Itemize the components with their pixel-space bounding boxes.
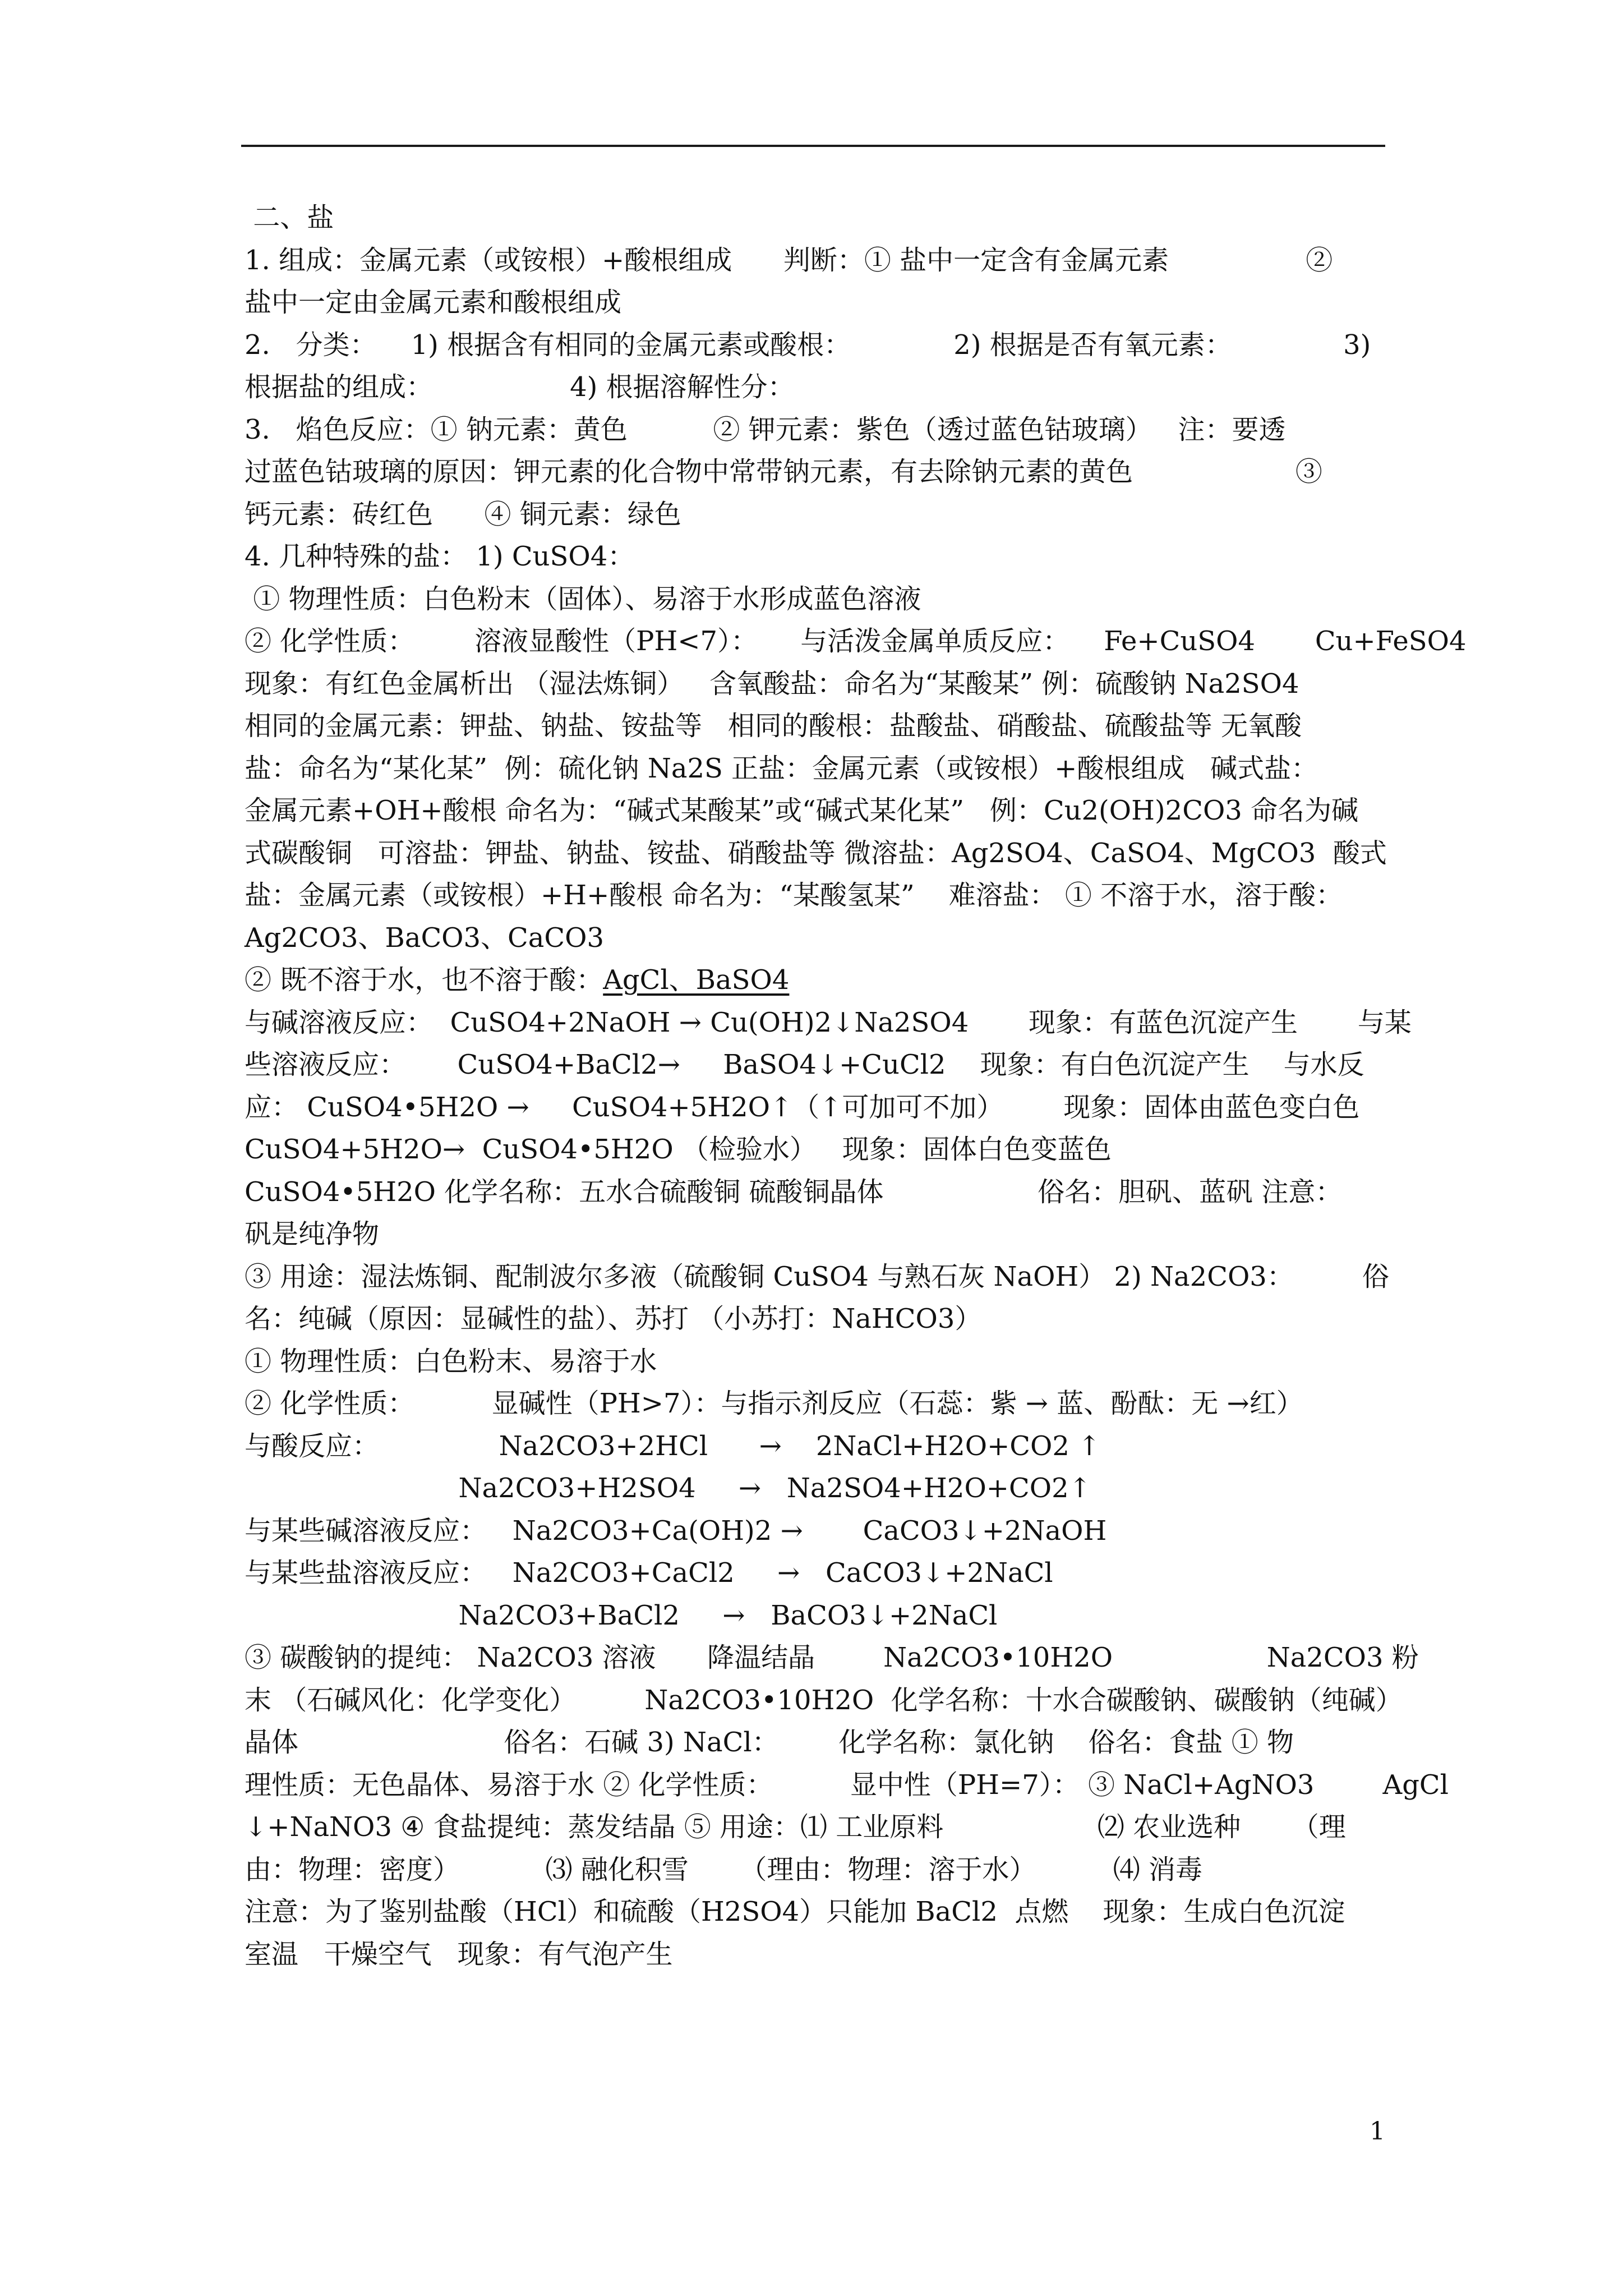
text-line (245, 370, 1534, 404)
underlined-text: AgCl、BaSO4 (603, 964, 790, 996)
text-line (245, 836, 1534, 870)
text-line (245, 667, 1534, 701)
text-line (245, 1217, 1534, 1251)
text-line (245, 794, 1534, 827)
text-line-content: 末 （石碱风化：化学变化） Na2CO3•10H2O 化学名称：十水合碳酸钠、碳酸钠（纯碱） (245, 1684, 1403, 1716)
text-line (245, 1429, 1534, 1463)
text-line (245, 709, 1534, 743)
text-line-content: 盐中一定由金属元素和酸根组成 (245, 287, 622, 318)
text-line-content: 盐：金属元素（或铵根）+H+酸根 命名为：“某酸氢某” 难溶盐： ① 不溶于水，溶于酸： (245, 880, 1343, 911)
text-line (245, 1091, 1534, 1124)
text-line-content: 钙元素：砖红色 ④ 铜元素：绿色 (245, 498, 681, 530)
text-line (245, 1599, 1534, 1632)
text-line-content: 与某些盐溶液反应： Na2CO3+CaCl2 → CaCO3↓+2NaCl (245, 1557, 1053, 1589)
text-line (245, 1345, 1534, 1378)
text-line (245, 878, 1534, 912)
text-line (245, 1895, 1534, 1929)
page-number: 1 (1370, 2117, 1385, 2146)
text-line (245, 1471, 1534, 1505)
text-line (245, 201, 1534, 234)
text-line (245, 1810, 1534, 1844)
text-line (245, 1387, 1534, 1420)
text-line-content: ① 物理性质：白色粉末、易溶于水 (245, 1345, 657, 1377)
text-line (245, 1514, 1534, 1548)
text-line (245, 413, 1534, 447)
text-line (245, 286, 1534, 319)
text-line (245, 1726, 1534, 1759)
text-line (245, 1302, 1534, 1336)
text-line (245, 752, 1534, 785)
text-line (245, 1048, 1534, 1082)
text-line (245, 328, 1534, 362)
text-line-content: 些溶液反应： CuSO4+BaCl2→ BaSO4↓+CuCl2 现象：有白色沉淀产生 与水反 (245, 1049, 1364, 1080)
text-line-content: 过蓝色钴玻璃的原因：钾元素的化合物中常带钠元素，有去除钠元素的黄色 ③ (245, 456, 1322, 487)
text-line-content: 盐：命名为“某化某” 例：硫化钠 Na2S 正盐：金属元素（或铵根）+酸根组成 碱式盐： (245, 752, 1318, 784)
text-line (245, 1006, 1534, 1039)
text-line (245, 1260, 1534, 1294)
text-line (245, 455, 1534, 489)
text-line-content: 4. 几种特殊的盐： 1) CuSO4： (245, 541, 635, 572)
text-line-content: 晶体 俗名：石碱 3) NaCl： 化学名称：氯化钠 俗名：食盐 ① 物 (245, 1727, 1294, 1758)
text-line (245, 1683, 1534, 1717)
text-line-content: 2. 分类： 1) 根据含有相同的金属元素或酸根： 2) 根据是否有氧元素： 3) (245, 329, 1371, 361)
text-line-content: 根据盐的组成： 4) 根据溶解性分： (245, 371, 795, 403)
text-line (245, 921, 1534, 955)
text-line-content: ③ 用途：湿法炼铜、配制波尔多液（硫酸铜 CuSO4 与熟石灰 NaOH） 2) Na2CO3： 俗 (245, 1260, 1389, 1292)
text-line-content: ② 既不溶于水，也不溶于酸： (245, 964, 603, 996)
text-line-content: 应： CuSO4•5H2O → CuSO4+5H2O↑（↑可加可不加） 现象：固体由蓝色变白色 (245, 1091, 1360, 1123)
header-rule (241, 145, 1385, 147)
text-line (245, 624, 1534, 658)
text-line-content: Na2CO3+BaCl2 → BaCO3↓+2NaCl (245, 1599, 998, 1631)
text-line (245, 1133, 1534, 1166)
text-line (245, 963, 1534, 997)
text-line (245, 1853, 1534, 1887)
text-line-content: 与碱溶液反应： CuSO4+2NaOH → Cu(OH)2↓Na2SO4 现象：有蓝色沉淀产生 与某 (245, 1006, 1412, 1038)
text-line-content: 1. 组成：金属元素（或铵根）+酸根组成 判断：① 盐中一定含有金属元素 ② (245, 244, 1333, 276)
text-line-content: 理性质：无色晶体、易溶于水 ② 化学性质： 显中性（PH=7）： ③ NaCl+AgNO3 AgCl (245, 1769, 1449, 1801)
text-line (245, 1768, 1534, 1802)
text-line-content: 二、盐 (245, 202, 334, 233)
text-line-content: CuSO4•5H2O 化学名称：五水合硫酸铜 硫酸铜晶体 俗名：胆矾、蓝矾 注意： (245, 1176, 1343, 1208)
text-line-content: ↓+NaNO3 ④ 食盐提纯：蒸发结晶 ⑤ 用途：⑴ 工业原料 ⑵ 农业选种 （理 (245, 1811, 1346, 1843)
text-line (245, 540, 1534, 573)
text-line-content: 式碳酸铜 可溶盐：钾盐、钠盐、铵盐、硝酸盐等 微溶盐：Ag2SO4、CaSO4、MgCO3 酸式 (245, 837, 1387, 869)
text-line-content: 现象：有红色金属析出 （湿法炼铜） 含氧酸盐：命名为“某酸某” 例：硫酸钠 Na2SO4 (245, 668, 1299, 700)
text-line (245, 243, 1534, 277)
text-line-content: 与某些碱溶液反应： Na2CO3+Ca(OH)2 → CaCO3↓+2NaOH (245, 1515, 1107, 1547)
text-line-content: 金属元素+OH+酸根 命名为：“碱式某酸某”或“碱式某化某” 例：Cu2(OH)2CO3 命名为碱 (245, 795, 1359, 826)
text-line-content: 与酸反应： Na2CO3+2HCl → 2NaCl+H2O+CO2 ↑ (245, 1430, 1101, 1462)
text-line (245, 582, 1534, 616)
text-line-content: Na2CO3+H2SO4 → Na2SO4+H2O+CO2↑ (245, 1473, 1091, 1504)
text-line-content: 注意：为了鉴别盐酸（HCl）和硫酸（H2SO4）只能加 BaCl2 点燃 现象：生成白色沉淀 (245, 1896, 1345, 1927)
text-line-content: 相同的金属元素：钾盐、钠盐、铵盐等 相同的酸根：盐酸盐、硝酸盐、硫酸盐等 无氧酸 (245, 710, 1302, 742)
text-line-content: CuSO4+5H2O→ CuSO4•5H2O （检验水） 现象：固体白色变蓝色 (245, 1134, 1112, 1165)
text-line-content: 名：纯碱（原因：显碱性的盐）、苏打 （小苏打：NaHCO3） (245, 1303, 982, 1335)
text-line (245, 1175, 1534, 1209)
text-line-content: ② 化学性质： 溶液显酸性（PH<7）： 与活泼金属单质反应： Fe+CuSO4 Cu+FeSO4 (245, 625, 1467, 657)
text-line-content: 由：物理：密度） ⑶ 融化积雪 （理由：物理：溶于水） ⑷ 消毒 (245, 1853, 1202, 1885)
text-line-content: 矾是纯净物 (245, 1218, 380, 1250)
text-line-content: 3. 焰色反应：① 钠元素：黄色 ② 钾元素：紫色（透过蓝色钴玻璃） 注：要透 (245, 413, 1286, 445)
text-line-content: Ag2CO3、BaCO3、CaCO3 (245, 922, 605, 954)
text-line (245, 1938, 1534, 1971)
text-line-content: ② 化学性质： 显碱性（PH>7）：与指示剂反应（石蕊：紫 → 蓝、酚酞：无 →红） (245, 1388, 1303, 1419)
text-line (245, 1641, 1534, 1674)
text-line (245, 1556, 1534, 1590)
text-line (245, 498, 1534, 531)
text-line-content: ③ 碳酸钠的提纯： Na2CO3 溶液 降温结晶 Na2CO3•10H2O Na2CO3 粉 (245, 1642, 1419, 1673)
text-line-content: 室温 干燥空气 现象：有气泡产生 (245, 1938, 673, 1970)
text-line-content: ① 物理性质：白色粉末（固体）、易溶于水形成蓝色溶液 (245, 583, 921, 615)
